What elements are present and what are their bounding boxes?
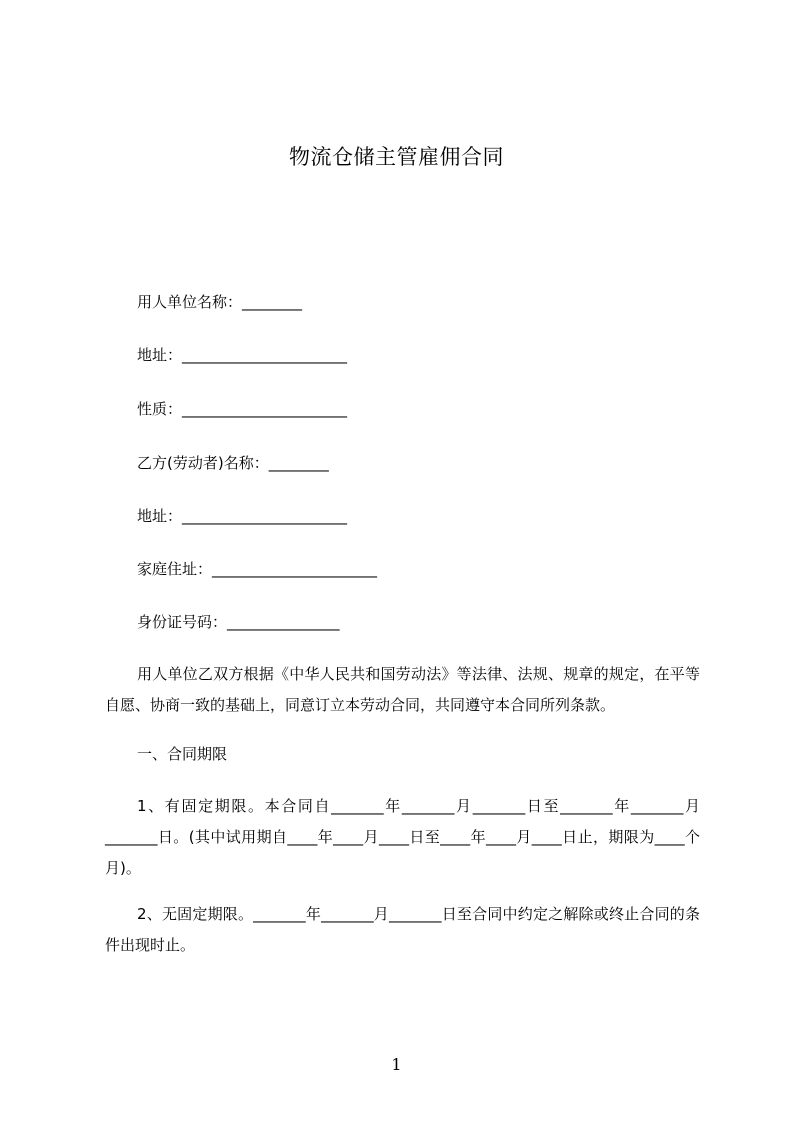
- page-number: 1: [391, 1055, 402, 1074]
- id-number-field: 身份证号码：_______________: [137, 613, 340, 631]
- employer-address-field: 地址：______________________: [137, 346, 348, 364]
- employee-name-field: 乙方(劳动者)名称：________: [137, 454, 329, 472]
- contract-title: 物流仓储主管雇佣合同: [289, 145, 504, 169]
- section-heading-contract-term: 一、合同期限: [137, 745, 228, 763]
- clause-indefinite-term: 2、无固定期限。_______年_______月_______日至合同中约定之解除或终止合同的条件出现时止。: [105, 905, 700, 954]
- clause-fixed-term: 1、有固定期限。本合同自_______年_______月_______日至_______年_______月_______日。(其中试用期自____年____月____日至____年____月____日止，期限为____个月)。: [105, 797, 700, 877]
- intro-paragraph: 用人单位乙双方根据《中华人民共和国劳动法》等法律、法规、规章的规定，在平等自愿、协商一致的基础上，同意订立本劳动合同，共同遵守本合同所列条款。: [105, 665, 700, 714]
- employer-nature-field: 性质：______________________: [137, 400, 348, 418]
- employer-name-field: 用人单位名称：________: [137, 293, 303, 311]
- employee-address-field: 地址：______________________: [137, 507, 348, 525]
- home-address-field: 家庭住址：______________________: [137, 560, 378, 578]
